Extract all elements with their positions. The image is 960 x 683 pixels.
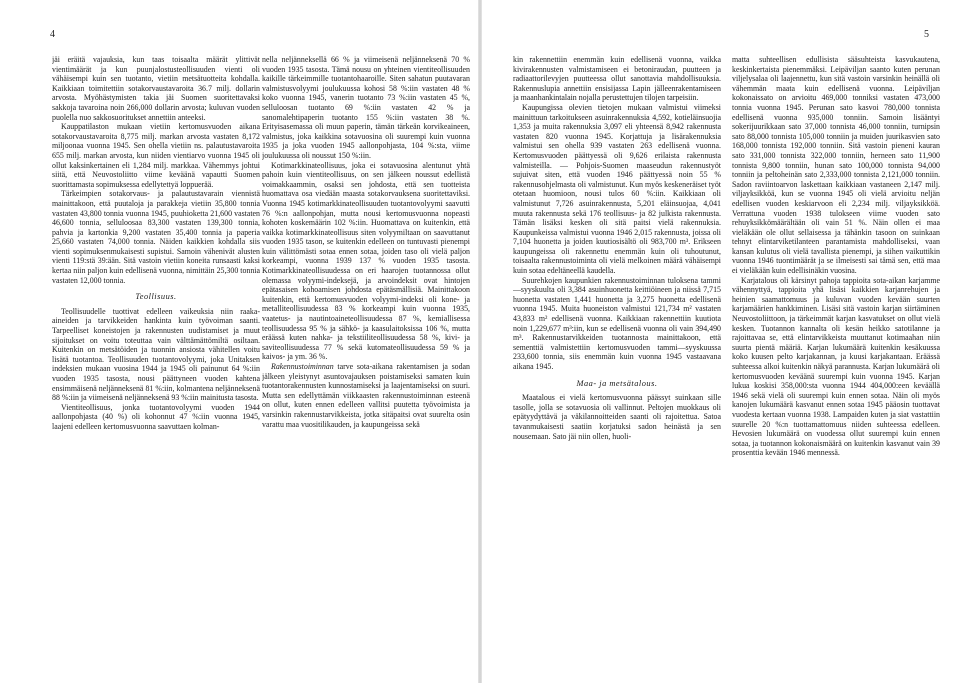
left-column-2	[262, 55, 470, 683]
right-column-2	[732, 55, 940, 683]
paragraph: Kauppatilaston mukaan vietiin kertomusvuoden aikana sotakorvaustavaroita 8,775 milj. markan arvosta vastaten 8,172 miljoonaa vuonna 1945. Sen ohella vietiin ns. palautustavaroita 655 milj. markan arvosta, kun niiden vientiarvo vuonna 1945 oli ollut kaksinkertainen eli 1,284 milj. markkaa. Vähemmys johtui siitä, että Neuvostoliitto viime keväänä vapautti Suomen suorittamasta sopimuksessa edellytettyä loppuerää.	[52, 122, 260, 189]
section-heading-teollisuus: Teollisuus.	[135, 292, 177, 302]
paragraph: matta suhteellisen edullisista sääsuhteista kasvukautena, keskinkertaista pienemmäksi. Leipäviljan saanto kuten perunan viljelysalaa oli laajennettu, kun sitä vastoin varsinkin heinällä oli vähemmän maata kuin edellisenä vuonna. Leipäviljan kokonaissato on arvioitu 469,000 tonniksi vastaten 473,000 tonnia vuonna 1945. Perunan sato kasvoi 780,000 tonnista edellisenä vuonna 935,000 tonniin. Samoin lisääntyi sokerijuurikkaan sato 37,000 tonnista 46,000 tonniin, turnipsin sato 88,000 tonnista 105,000 tonniin ja muiden juurikasvien sato 168,000 tonnista 192,000 tonniin. Sitä vastoin pieneni kauran sato 331,000 tonnista 322,000 tonniin, herneen sato 11,900 tonnista 9,800 tonniin, hunan sato 100,000 tonnista 94,000 tonniin ja peltoheinän sato 2,333,000 tonnista 2,121,000 tonniin. Sadon raviintoarvon laskettaan kaikkiaan vastaneen 2,147 milj. viljayksikköä, kun se vuonna 1945 oli vielä arvioitu neljän edellisen vuoden keskiarvoon eli 2,234 milj. viljayksikköä. Verrattuna vuoden 1938 tulokseen viime vuoden sato rehuyksikkömäärältään oli vain 51 %. Näin ollen ei maa vieläkään ole ollut sellaisessa ja tähänkin tasoon on suinkaan tehnyt elintarviketilanteen parantamista mahdolliseksi, vaan kansan kulutus oli vielä tavallista pienempi, ja siihen vaikuttikin vuonna 1946 tuontimäärät ja se ilmeisesti sai tämä sen, että maa ei vieläkään kuin edellisinäkin vuosina.	[732, 55, 940, 276]
paragraph: Teollisuudelle tuottivat edelleen vaikeuksia niin raaka-aineiden ja tarvikkeiden hankinta kuin työvoiman saanti. Tarpeelliset koneistojen ja rakennusten uudistamiset ja muut sijoitukset on voitu toteuttaa vain välttämättömiltä osiltaan. Kuitenkin on metsätöiden ja tuonnin ansiosta vähitellen voitu lisätä tuotantoa. Teollisuuden tuotantovolyymi, joka Unitaksen indeksien mukaan vuosina 1944 ja 1945 oli painunut 64 %:iin vuoden 1935 tasosta, nousi päättyneen vuoden kahtena ensimmäisenä neljänneksenä 81 %:iin, kolmantena neljänneksenä 88 %:iin ja viimeisenä neljänneksenä 93 %:iin mainitusta tasosta.	[52, 306, 260, 403]
paragraph: Kotimarkkinateollisuus, joka ei sotavuosina alentunut yhtä pahoin kuin vientiteollisuus, on sen jälkeen noussut edellistä voimakkaammin, osaksi sen johdosta, että sen tuotteista huomattava osa viedään maasta sotakorvauksena suoritettaviksi. Vuonna 1945 kotimarkkinateollisuuden tuotantovolyymi saavutti 76 %:n aallonpohjan, mutta nousi kertomusvuonna nopeasti kohoten koskemäärin 102 %:iin. Huomattava on kuitenkin, että vaikka kotimarkkinateollisuus siten volyymiltaan on saavuttanut vuoden 1935 tason, se kuitenkin edelleen on tuntuvasti pienempi kuin välittömästi sotaa ennen sotaa, joiden taso oli vielä paljon korkeampi, vuonna 1939 137 % vuoden 1935 tasosta. Kotimarkkinateollisuudessa on eri haarojen tuotannossa ollut olemassa volyymi-indeksejä, ja arvoindeksit ovat hintojen epätasaisen kohoamisen johdosta epätäsmällisiä. Mainittakoon kuitenkin, että kertomusvuoden volyymi-indeksi oli kone- ja metalliteollisuudessa 83 % korkeampi kuin vuonna 1935, vaatetus- ja nautintoaineteollisuudessa 87 %, kemiallisessa teollisuudessa 95 % ja sähkö- ja kaasulaitoksissa 106 %, mutta eräässä kuten nahka- ja tekstiiliteollisuudessa 58 %, kivi- ja saviteollisuudessa 77 % sekä kutomateollisuudessa 59 % ja kaivos- ja ym. 36 %.	[262, 160, 470, 362]
paragraph: Suurehkojen kaupunkien rakennustoiminnan tuloksena tammi—syyskuulta oli 3,384 asuinhuonetta keittiöineen ja niissä 7,715 huonetta vastaten 1,441 huonetta ja 3,275 huonetta edellisenä vuonna 1945. Muita huoneiston valmistui 121,734 m² vastaten 43,833 m² edellisenä vuonna. Kaikkiaan rakennettiin kuutiota noin 1,229,677 m³:iin, kun se edellisenä vuonna oli vain 394,490 m³. Rakennustarvikkeiden tuotannosta mainittakoon, että sementtiä valmistettiin kertomusvuoden tammi—syyskuussa 233,600 tonnia, siis enemmän kuin vuonna 1945 vastaavana aikana 1945.	[513, 275, 721, 371]
paragraph-text: tarve sota-aikana rakentamisen ja sodan jälkeen yleistynyt asuntovajauksen poistamiseksi samaten kuin tuotantorakennusten kunnostamiseksi ja laajentamiseksi on suuri. Mutta sen edellyttämän viikkaasten rakennustoiminnan esteenä on ollut, kuten ennen edelleen vallitsi puutetta työvoimista ja varsinkin rakennustarvikkeista, jotka sitäpaitsi ovat suurelta osin varattu maa vuositilikauden, ja kaupungeissa sekä	[262, 362, 470, 429]
paragraph: nella neljänneksellä 66 % ja viimeisenä neljänneksenä 70 % vuoden 1935 tasosta. Tämä nousu on yhteinen vientiteollisuuden kaikille tärkeimmille tuotantohaaroille. Siten sahatun puutavaran valmistusvolyymi joulukuussa kohosi 58 %:iin vastaten 48 % koko vuonna 1945, vanerin tuotanto 73 %:iin vastaten 45 %, selluloosan tuotanto 69 %:iin vastaten 42 % ja sanomalehtipaperin tuotanto 155 %:iin vastaten 38 %. Erityisasemassa oli muun paperin, tämän tärkeän korvikeaineen, valmistus, joka kaikkina sotavuosina oli suurempi kuin vuonna 1935 ja joka vuoden 1945 aallonpohjasta, 104 %:sta, viime joulukuussa oli noussut 150 %:iin.	[262, 55, 470, 160]
paragraph: Tärkeimpien sotakorvaus- ja palautustavarain viennistä mainittakoon, että puutaloja ja parakkeja vietiin 35,800 tonnia vastaten 43,800 tonnia vuonna 1945, puuhioketta 21,600 vastaten 46,600 tonnia, selluloosaa 83,300 vastaten 139,300 tonnia, pahvia ja kartonkia 9,200 vastaten 35,400 tonnia ja paperia 25,660 vastaten 74,000 tonnia. Näiden kaikkien kohdalla siis vienti sopimuksenmukaisesti supistui. Samoin vähenivät alusten vienti 119:stä 39:ään. Sitä vastoin vietiin koneita runsaasti kaksi kertaa niin paljon kuin edellisenä vuonna, nimittäin 25,300 tonnia vastaten 12,000 tonnia.	[52, 189, 260, 285]
paragraph: Kaupungissa olevien tietojen mukaan valmistui viimeksi mainittuun tarkoitukseen asuinrakennuksia 4,592, kotieläinsuojia 1,353 ja muita rakennuksia 3,097 eli yhteensä 8,942 rakennusta vastaten 820 vuonna 1945. Korjattuja ja lisärakennuksia valmistui sen ohella 939 vastaten 263 edellisenä vuonna. Kertomusvuoden päättyessä oli 9,626 erilaista rakennusta valmisteilla. — Pohjois-Suomen maaseudun rakennustyöt sujuivat siten, että vuoden 1946 päättyessä noin 55 % rakennusohjelmasta oli valmistunut. Kun myös keskeneräiset työt otetaan huomioon, nousi tulos 60 %:iin. Kaikkiaan oli valmistunut 7,726 asuinrakennusta, 5,201 eläinsuojaa, 4,041 muuta rakennusta sekä 176 teollisuus- ja 82 julkista rakennusta. Tämän lisäksi kesken oli sitä paitsi vielä rakennuksia. Kaupunkeissa valmistui vuonna 1946 2,015 rakennusta, joissa oli 7,104 huonetta ja joiden kuutiosisältö oli 983,700 m³. Erikseen kaupungeissa oli rakennettu enemmän kuin oli tuhoutunut, toisaalta rakennustoiminta oli vielä melkoinen määrä vähäisempi kuin sotaa edeltäneellä kaudella.	[513, 102, 721, 276]
left-column-1	[52, 55, 260, 683]
paragraph: kin rakennettiin enemmän kuin edellisenä vuonna, vaikka kivirakennusten valmistamiseen ei betoniraudan, puutteen ja radiaattorilevyjen puutteessa ollut sanottavia mahdollisuuksia. Rakennuslupia annettiin ensisijassa Lapin jälleenrakentamiseen ja maanhankintalain nojalla perustettujen tilojen tarpeisiin.	[513, 55, 721, 103]
section-heading-maa-metsatalous: Maa- ja metsätalous.	[576, 378, 658, 388]
left-page	[0, 0, 479, 683]
page-number-left: 4	[50, 29, 55, 40]
paragraph: jäi eräitä vajauksia, kun taas toisaalta määrät ylittivät vientimäärät ja kun puunjalostusteollisuuden vienti oli vähäisempi kuin sen tuotanto, vietiin metsätuotteita kohdalla. Kaikkiaan toimitettiin sotakorvaustavaroita 36.7 milj. dollarin arvosta. Myöhästymisten takia jäi Suomen suoritettavaksi sakkoja tavaroina noin 266,000 dollarin arvosta; kuluvan vuoden puolella nuo sakkosuoritukset annettiin anteeksi.	[52, 55, 260, 122]
paragraph: Vientiteollisuus, jonka tuotantovolyymi vuoden 1944 aallonpohjasta (40 %) oli kohonnut 47 %:iin vuonna 1945, laajeni edelleen kertomusvuonna saavuttaen kolman-	[52, 402, 260, 431]
right-page	[481, 0, 960, 683]
page-number-right: 5	[924, 29, 929, 40]
inline-heading-rakennustoiminta: Rakennustoiminnan	[271, 362, 334, 371]
paragraph-rakennustoiminta	[262, 362, 470, 429]
right-column-1	[513, 55, 721, 683]
paragraph: Maatalous ei vielä kertomusvuonna päässyt suinkaan sille tasolle, jolla se sotavuosia oli vallinnut. Peltojen muokkaus oli epätyydyttävä ja väkilannoitteiden saanti oli rajoitettua. Satoa tavanmukaisesti saatiin korjatuksi sadon heinästä ja sen nousemaan. Sato jäi niin ollen, huoli-	[513, 393, 721, 441]
paragraph: Karjatalous oli kärsinyt pahoja tappioita sota-aikan karjamme vähennyttyä, tappioita yhä lisäsi kaikkien karjanrehujen ja heinien saamattomuus ja kuluvan vuoden kevään suurten karjamäärien hankkiminen. Lisäsi sitä vastoin karjan siirtäminen Neuvostoliittoon, ja tärkeimmät karjan kasvatukset on ollut vielä kesken. Tuotannon kannalta oli kesän heikko satotilanne ja rajoittavaa se, että elintarvikkeista muuttanut kotimaahan niin suurta pientä määriä. Karjan lukumäärä kuitenkin kesäkuussa koko kuusen pelto karjakannan, ja kuusi karjakantaan. Eräässä suhteessa alkoi kuitenkin näkyä parannusta. Karjan lukumäärä oli kertomusvuoden keväänä suurempi kuin vuonna 1945. Karjan lukua koskisi 358,000:sta vuonna 1944 404,000:een keväällä 1946 sekä vielä oli suurempi kuin ennen sotaa. Näin oli myös kanojen lukumäärä kasvanut ennen sotaa 1945 pääosin tuottavat vuodesta kertaan vuonna 1938. Lampaiden kuten ja siat vastattiin suurelle 20 %:n tuottamattomuus niiden suhteessa edelleen. Hevosien lukumäärä on vuodessa ollut suurempi kuin ennen sotaa, ja tuotannon kokonaismäärä on kuitenkin kasvanut vain 39 prosenttia kevään 1946 mennessä.	[732, 275, 940, 458]
